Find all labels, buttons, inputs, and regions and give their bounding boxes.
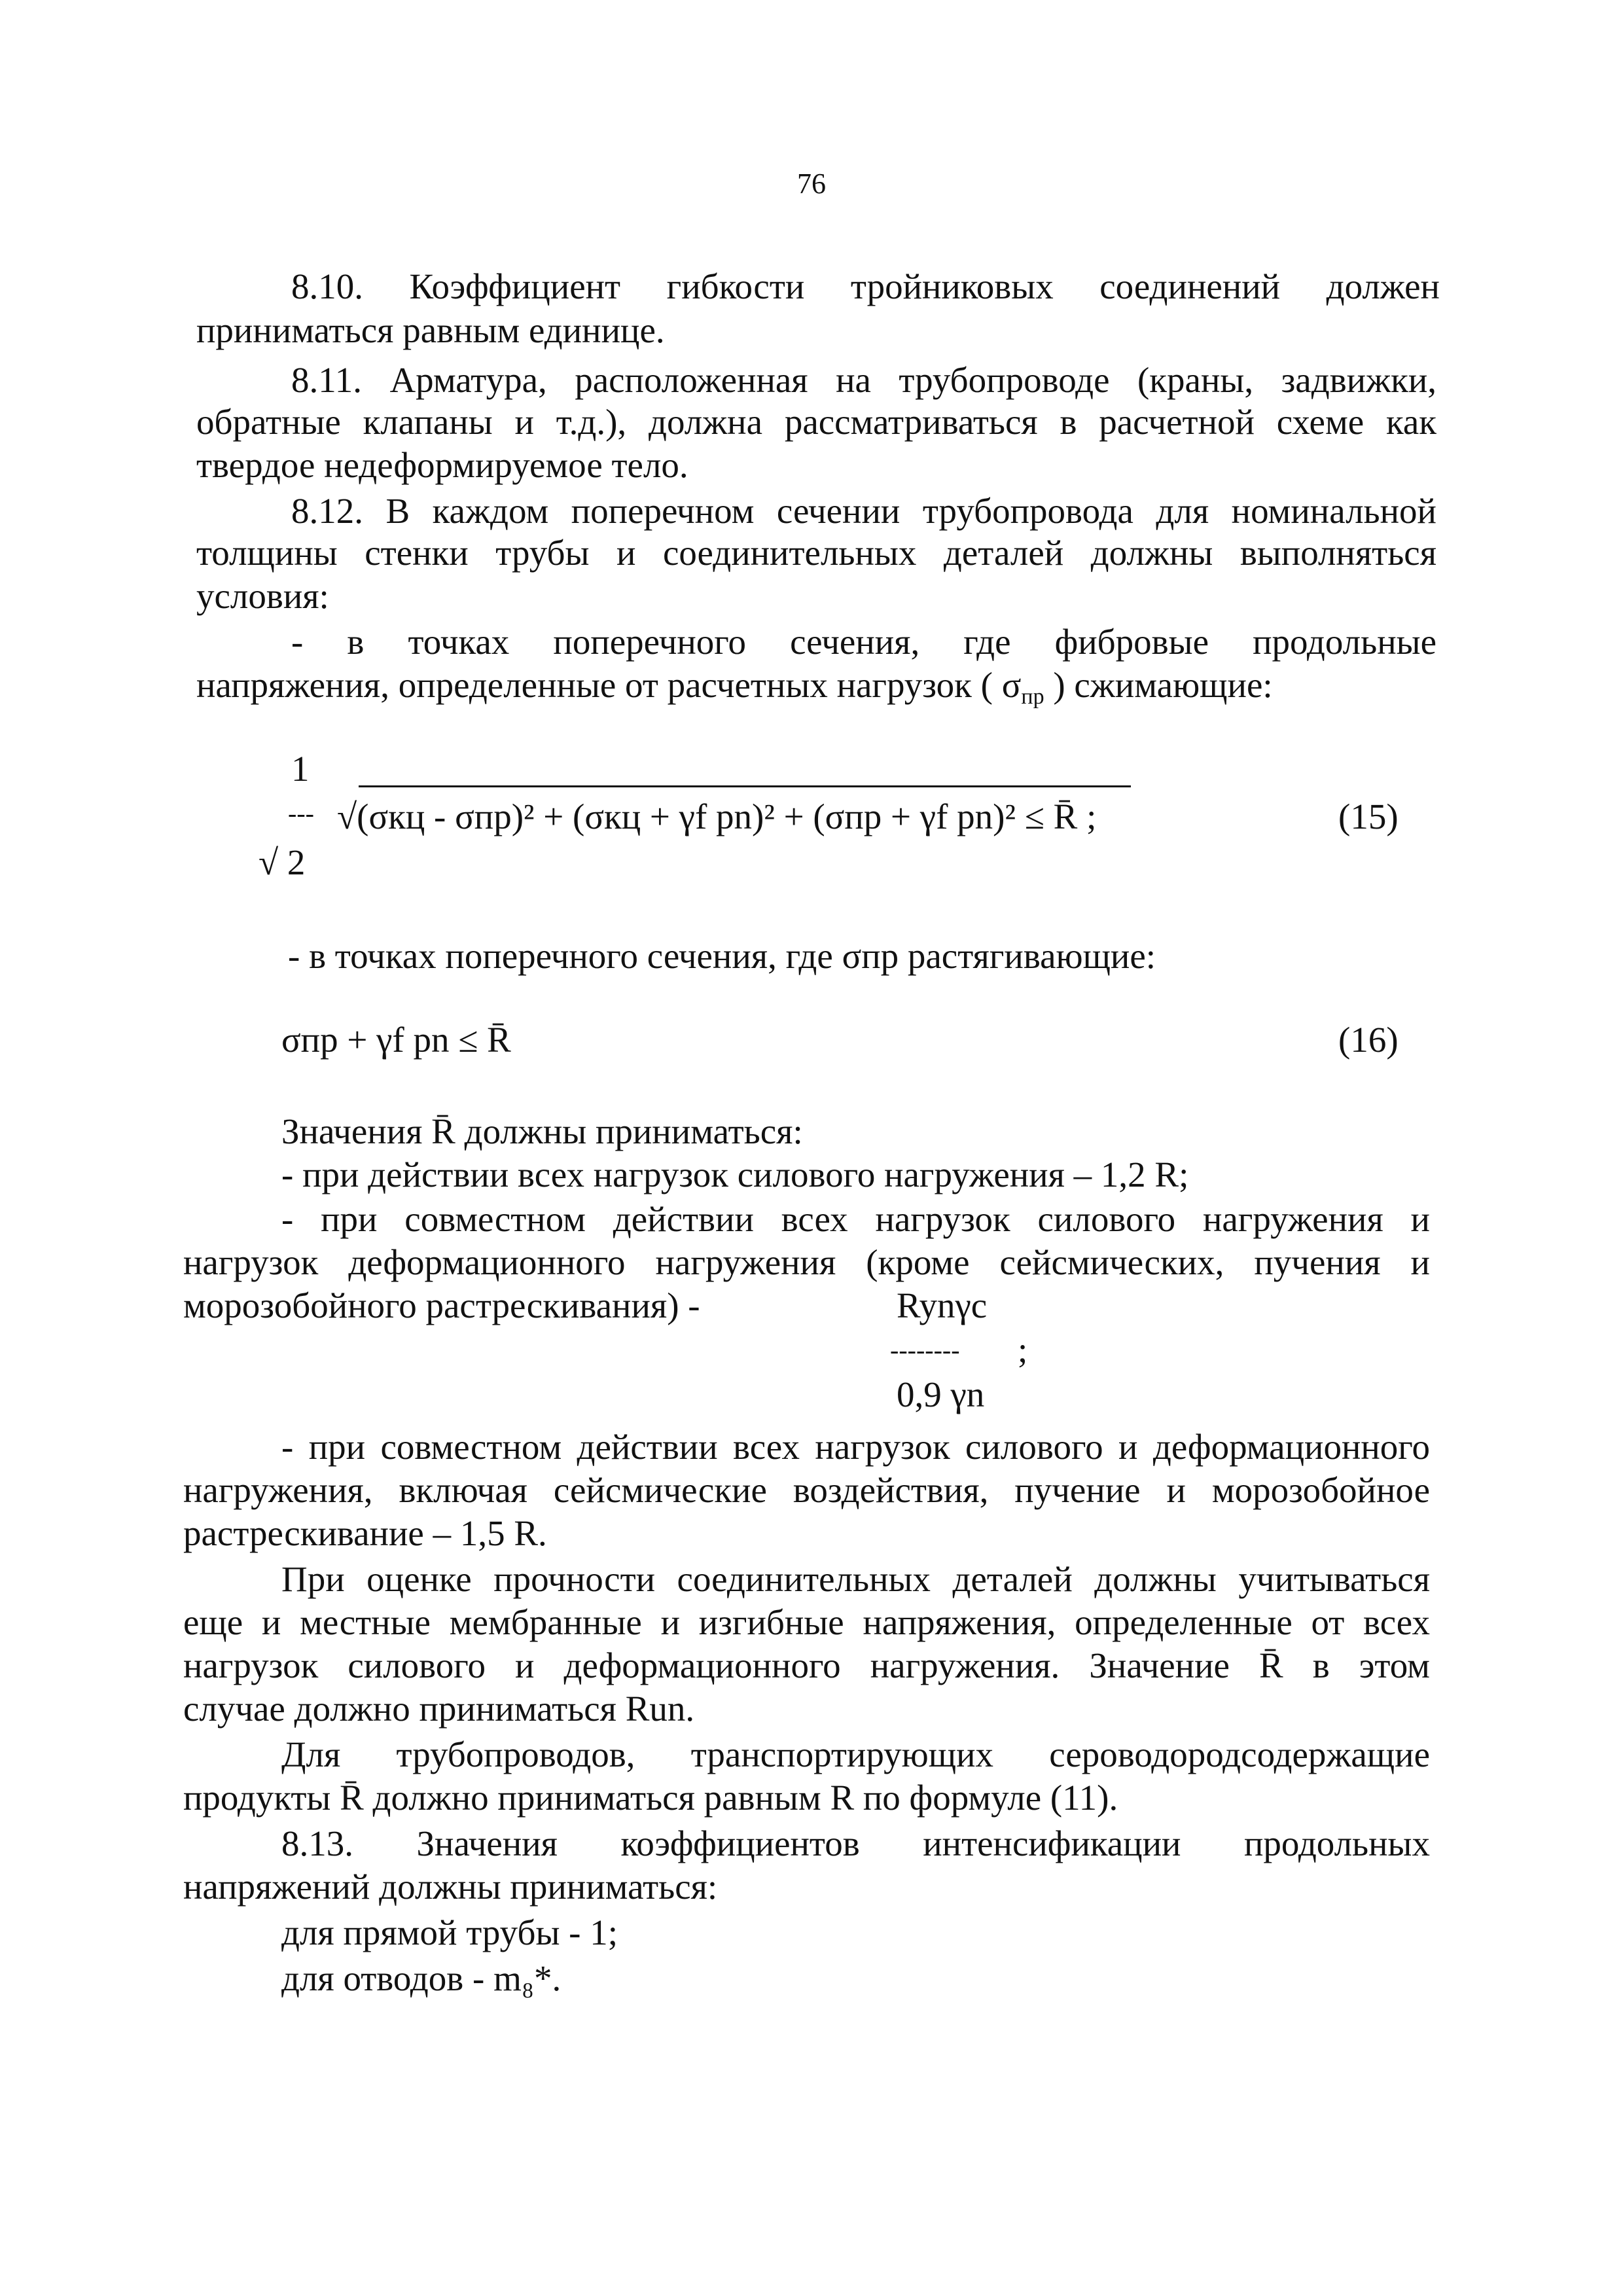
clause-8-11-line-2: обратные клапаны и т.д.), должна рассматриваться в расчетной схеме как <box>196 402 1436 442</box>
details-line-1: При оценке прочности соединительных деталей должны учитываться <box>281 1559 1430 1599</box>
fraction-numerator: Rynγc <box>897 1285 988 1325</box>
clause-8-11-line-1: 8.11. Арматура, расположенная на трубопроводе (краны, задвижки, <box>291 360 1436 400</box>
r-case-2-line-1: - при совместном действии всех нагрузок силового нагружения и <box>281 1199 1430 1239</box>
r-case-2-line-3: морозобойного растрескивания) - <box>183 1285 700 1325</box>
clause-8-13-line-4: для отводов - m₈*. <box>281 1958 562 1998</box>
clause-8-12-line-2: толщины стенки трубы и соединительных деталей должны выполняться <box>196 533 1436 573</box>
r-case-3-line-3: растрескивание – 1,5 R. <box>183 1513 547 1553</box>
fraction-denominator: 0,9 γn <box>897 1374 985 1414</box>
condition-tensile: - в точках поперечного сечения, где σпр растягивающие: <box>288 936 1156 976</box>
formula-15-one: 1 <box>291 749 310 789</box>
details-line-2: еще и местные мембранные и изгибные напряжения, определенные от всех <box>183 1602 1430 1642</box>
condition-compressive-line-1: - в точках поперечного сечения, где фибровые продольные <box>291 622 1436 662</box>
h2s-line-2: продукты R̄ должно приниматься равным R по формуле (11). <box>183 1778 1118 1818</box>
formula-16-body: σпр + γf pn ≤ R̄ <box>281 1020 511 1060</box>
formula-15-body: √(σкц - σпр)² + (σкц + γf pn)² + (σпр + γf pn)² ≤ R̄ ; <box>337 797 1097 836</box>
clause-8-12-line-1: 8.12. В каждом поперечном сечении трубопровода для номинальной <box>291 491 1436 531</box>
details-line-4: случае должно приниматься Run. <box>183 1689 695 1729</box>
h2s-line-1: Для трубопроводов, транспортирующих сероводородсодержащие <box>281 1734 1430 1774</box>
formula-16-number: (16) <box>1338 1020 1399 1060</box>
clause-8-13-line-1: 8.13. Значения коэффициентов интенсификации продольных <box>281 1823 1430 1863</box>
r-case-1: - при действии всех нагрузок силового нагружения – 1,2 R; <box>281 1155 1189 1194</box>
fraction-dashes: -------- <box>890 1335 960 1365</box>
page-number: 76 <box>797 168 826 200</box>
clause-8-13-line-2: напряжений должны приниматься: <box>183 1867 718 1907</box>
formula-15-dashes: --- <box>288 798 314 828</box>
clause-8-10-line-1: 8.10. Коэффициент гибкости тройниковых соединений должен <box>291 266 1440 306</box>
clause-8-12-line-3: условия: <box>196 576 329 616</box>
condition-compressive-line-2: напряжения, определенные от расчетных нагрузок ( $\sigma_{пр}$ ) сжимающие: <box>196 665 1273 709</box>
formula-15-sqrt2: √ 2 <box>259 842 306 882</box>
clause-8-10-line-2: приниматься равным единице. <box>196 310 665 350</box>
clause-8-11-line-3: твердое недеформируемое тело. <box>196 445 688 485</box>
details-line-3: нагрузок силового и деформационного нагружения. Значение R̄ в этом <box>183 1645 1430 1685</box>
formula-15-radical-bar <box>359 785 1131 787</box>
formula-15-number: (15) <box>1338 797 1399 836</box>
r-case-2-line-2: нагрузок деформационного нагружения (кроме сейсмических, пучения и <box>183 1242 1430 1282</box>
r-case-3-line-1: - при совместном действии всех нагрузок силового и деформационного <box>281 1427 1430 1467</box>
r-case-3-line-2: нагружения, включая сейсмические воздействия, пучение и морозобойное <box>183 1470 1430 1510</box>
r-values-intro: Значения R̄ должны приниматься: <box>281 1111 803 1151</box>
clause-8-13-line-3: для прямой трубы - 1; <box>281 1912 618 1952</box>
fraction-semicolon: ; <box>1018 1330 1028 1370</box>
